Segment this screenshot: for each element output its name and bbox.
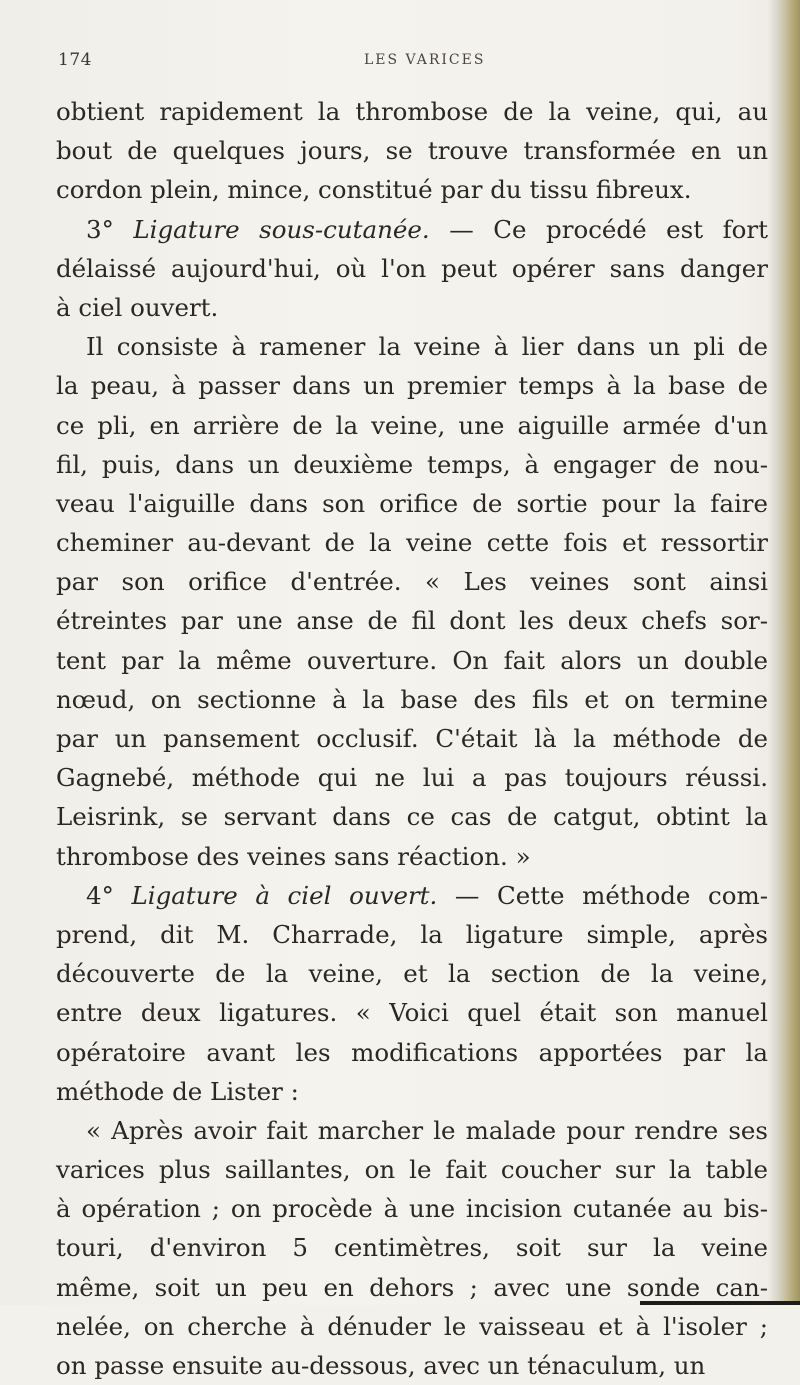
text-line: prend, dit M. Charrade, la ligature simple, après bbox=[56, 919, 768, 949]
text-line: à ciel ouvert. bbox=[56, 292, 219, 322]
text-line: nœud, on sectionne à la base des fils et on termine bbox=[56, 684, 768, 714]
text-line bbox=[56, 210, 768, 249]
text-span: — Cette méthode com- bbox=[437, 880, 768, 910]
text-line: veau l'aiguille dans son orifice de sortie pour la faire bbox=[56, 488, 768, 518]
text-line: tent par la même ouverture. On fait alors un double bbox=[56, 645, 768, 675]
text-span: — Ce procédé est fort bbox=[429, 214, 768, 244]
text-line: fil, puis, dans un deuxième temps, à engager de nou- bbox=[56, 449, 768, 479]
body-text bbox=[56, 92, 768, 1385]
text-line: Leisrink, se servant dans ce cas de catgut, obtint la bbox=[56, 802, 768, 832]
text-line: cheminer au-devant de la veine cette fois et ressortir bbox=[56, 528, 768, 558]
text-line: étreintes par une anse de fil dont les deux chefs sor- bbox=[56, 606, 768, 636]
text-line: « Après avoir fait marcher le malade pour rendre ses bbox=[86, 1115, 768, 1145]
text-line: par son orifice d'entrée. « Les veines sont ainsi bbox=[56, 567, 768, 597]
text-span: 3° bbox=[86, 214, 134, 244]
page-header bbox=[58, 50, 758, 78]
text-line bbox=[56, 876, 768, 915]
spine-shadow bbox=[768, 0, 778, 1305]
text-line: par un pansement occlusif. C'était là la méthode de bbox=[56, 724, 768, 753]
text-line: Il consiste à ramener la veine à lier dans un pli de bbox=[86, 332, 768, 362]
text-span: 4° bbox=[86, 880, 132, 910]
running-title: LES VARICES bbox=[364, 52, 486, 68]
text-line: découverte de la veine, et la section de la veine, bbox=[56, 959, 768, 989]
italic-heading: Ligature sous-cutanée. bbox=[133, 214, 430, 244]
text-line: méthode de Lister : bbox=[56, 1076, 299, 1106]
text-line: on passe ensuite au-dessous, avec un ténaculum, un bbox=[56, 1351, 706, 1380]
text-line: délaissé aujourd'hui, où l'on peut opérer sans danger bbox=[56, 253, 768, 283]
italic-heading: Ligature à ciel ouvert. bbox=[131, 880, 438, 910]
text-line: à opération ; on procède à une incision cutanée au bis- bbox=[56, 1194, 768, 1224]
text-line: varices plus saillantes, on le fait coucher sur la table bbox=[56, 1155, 768, 1185]
text-line: bout de quelques jours, se trouve transformée en un bbox=[56, 136, 768, 166]
text-line: touri, d'environ 5 centimètres, soit sur la veine bbox=[56, 1233, 768, 1263]
text-line: même, soit un peu en dehors ; avec une sonde can- bbox=[56, 1272, 768, 1302]
text-line: opératoire avant les modifications apportées par la bbox=[56, 1037, 768, 1067]
text-line: entre deux ligatures. « Voici quel était son manuel bbox=[56, 998, 768, 1028]
text-line: thrombose des veines sans réaction. » bbox=[56, 841, 531, 871]
page-number: 174 bbox=[58, 50, 92, 70]
text-line: cordon plein, mince, constitué par du tissu fibreux. bbox=[56, 175, 692, 205]
text-line: la peau, à passer dans un premier temps à la base de bbox=[56, 371, 768, 401]
text-line: Gagnebé, méthode qui ne lui a pas toujours réussi. bbox=[56, 763, 768, 793]
text-line: obtient rapidement la thrombose de la veine, qui, au bbox=[56, 97, 768, 126]
book-spine-edge bbox=[778, 0, 800, 1305]
text-line: nelée, on cherche à dénuder le vaisseau et à l'isoler ; bbox=[56, 1311, 768, 1341]
text-line: ce pli, en arrière de la veine, une aiguille armée d'un bbox=[56, 410, 768, 440]
